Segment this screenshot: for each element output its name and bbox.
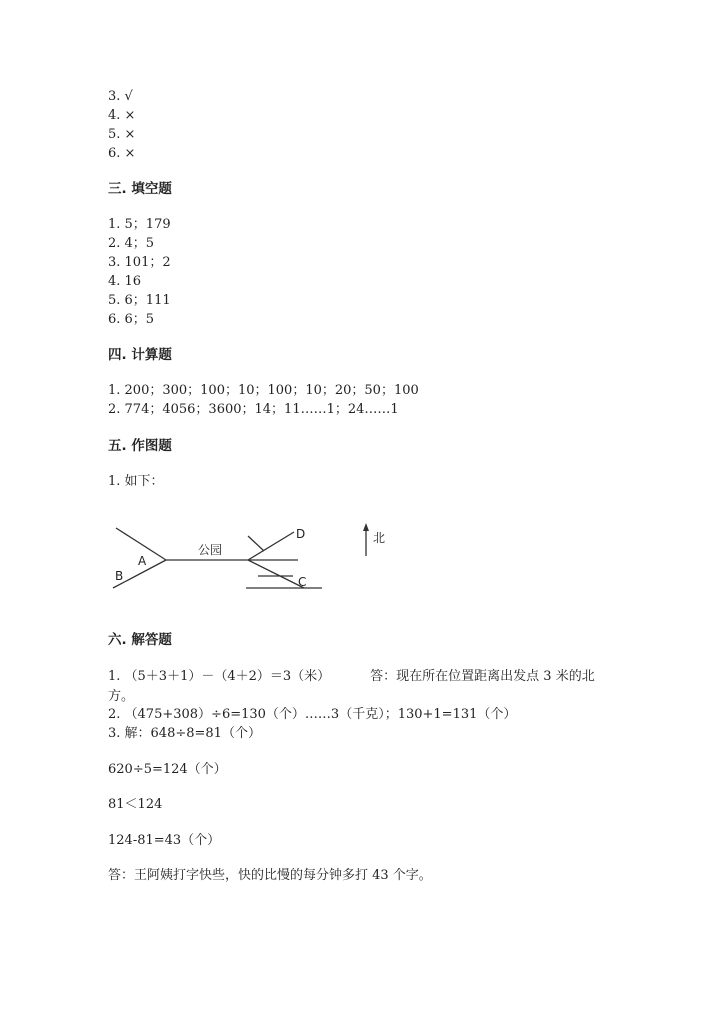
section-3-title: 三. 填空题 [108,181,172,197]
fill-answer-2: 2. 4；5 [108,236,155,251]
section-6-title: 六. 解答题 [108,632,172,648]
label-d: D [296,527,306,541]
north-arrow-icon [363,523,369,531]
line-to-d [248,532,294,560]
solve-answer-3-conclusion: 答：王阿姨打字快些，快的比慢的每分钟多打 43 个字。 [108,868,432,883]
fill-answer-4: 4. 16 [108,274,142,289]
judge-answer-4: 4. × [108,108,136,123]
solve-answer-3-step-4: 124-81=43（个） [108,833,221,848]
judge-answer-3: 3. √ [108,89,133,104]
judge-answer-5: 5. × [108,127,136,142]
solve-answer-2: 2. （475+308）÷6=130（个）……3（千克）；130+1=131（个） [108,707,517,722]
label-a: A [138,554,147,568]
solve-answer-1-conclusion: 答：现在所在位置距离出发点 3 米的北方。 [108,669,595,704]
fill-answer-3: 3. 101；2 [108,255,171,270]
label-b: B [115,569,124,583]
calc-answer-2: 2. 774；4056；3600；14；11……1；24……1 [108,402,399,417]
solve-answer-1 [108,667,618,707]
calc-answer-1: 1. 200；300；100；10；100；10；20；50；100 [108,383,419,398]
park-direction-diagram [108,518,408,598]
line-to-c [248,560,307,589]
solve-answer-3-step-3: 81＜124 [108,797,163,812]
solve-answer-1-expression: 1. （5＋3＋1）－（4＋2）＝3（米） [108,669,331,684]
judge-answer-6: 6. × [108,146,136,161]
tick-d [248,536,264,551]
label-park: 公园 [198,543,223,557]
section-4-title: 四. 计算题 [108,347,172,363]
solve-answer-3-step-1: 3. 解：648÷8=81（个） [108,726,261,741]
label-c: C [298,575,307,589]
fill-answer-6: 6. 6；5 [108,312,155,327]
solve-answer-3-step-2: 620÷5=124（个） [108,762,227,777]
drawing-answer-1: 1. 如下： [108,474,164,489]
fill-answer-1: 1. 5；179 [108,217,171,232]
label-north: 北 [373,531,386,545]
fill-answer-5: 5. 6；111 [108,293,171,308]
section-5-title: 五. 作图题 [108,438,172,454]
